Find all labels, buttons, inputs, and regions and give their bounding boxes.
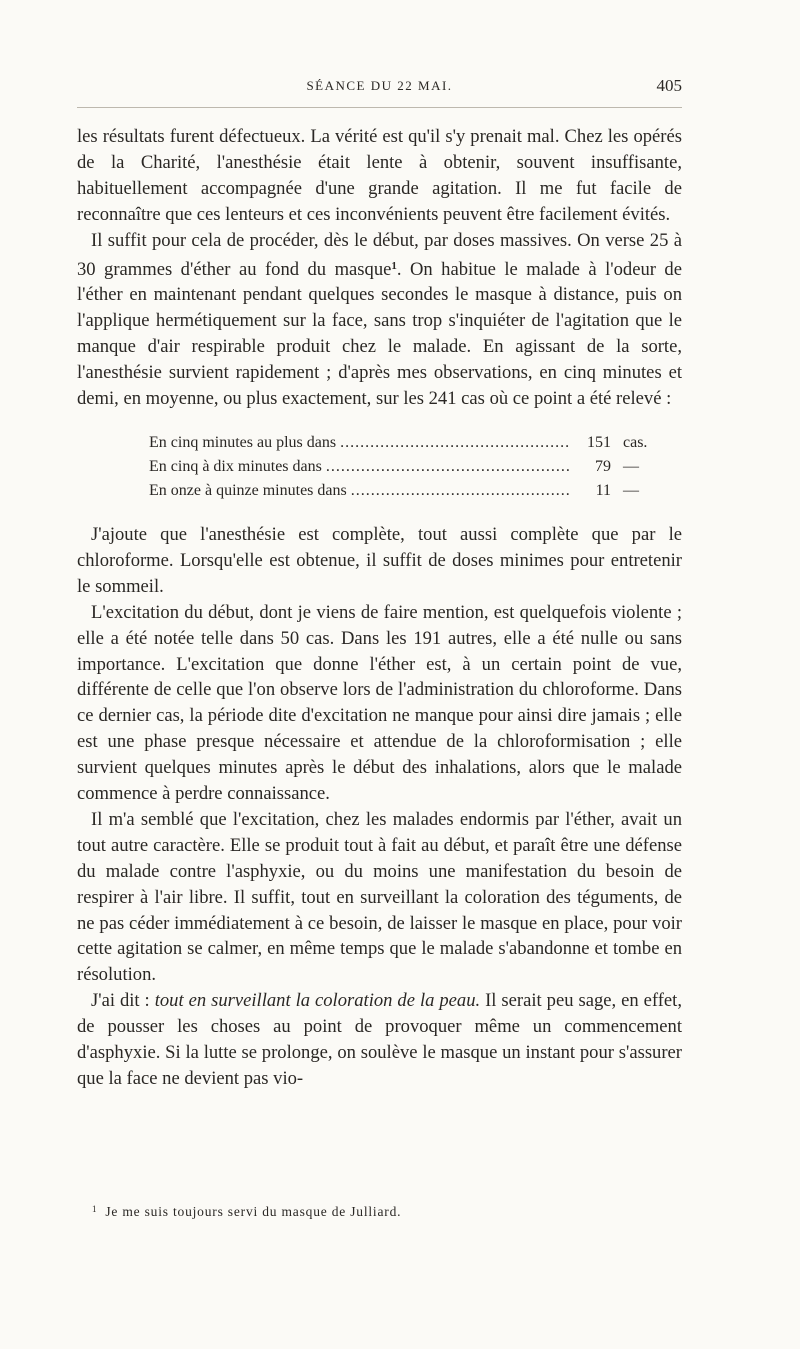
header-title: SÉANCE DU 22 MAI. xyxy=(306,78,453,93)
paragraph-6 xyxy=(77,988,682,1092)
page-body xyxy=(77,124,682,1092)
leader-dots xyxy=(347,479,571,503)
paragraph-6-italic: tout en surveillant la coloration de la peau. xyxy=(154,990,481,1012)
footnote xyxy=(92,1204,692,1220)
paragraph-4: L'excitation du début, dont je viens de faire mention, est quelquefois violente ; elle a été notée telle dans 50 cas. Dans les 191 autres, elle a été nulle ou sans importance. L'excitation que donne l'éther est, à un certain point de vue, différente de celle que l'on observe lors de l'administration du chloroforme. Dans ce dernier cas, la période dite d'excitation ne manque pour ainsi dire jamais ; elle est une phase presque nécessaire et attendue de la chloroformisation ; elle survient quelques minutes après le début des inhalations, alors que le malade commence à perdre connaissance. xyxy=(77,601,682,805)
paragraph-2-end: . On habitue le malade à l'odeur de l'éther en maintenant pendant quelques secondes le masque à distance, puis on l'applique hermétiquement sur la face, sans trop s'inquiéter de l'agitation que le manque d'air respirable produit chez le malade. En agissant de la sorte, l'anesthésie survient rapidement ; d'après mes observations, en cinq minutes et demi, en moyenne, ou plus exactement, sur les 241 cas où ce point a été relevé : xyxy=(77,258,682,410)
stats-label: En onze à quinze minutes dans xyxy=(149,481,347,499)
footnote-text: Je me suis toujours servi du masque de Julliard. xyxy=(105,1204,402,1219)
leader-dots xyxy=(336,431,571,455)
paragraph-5: Il m'a semblé que l'excitation, chez les malades endormis par l'éther, avait un tout autre caractère. Elle se produit tout à fait au début, et paraît être une défense du malade contre l'asphyxie, ou du moins une manifestation du besoin de respirer à l'air libre. Il suffit, tout en surveillant la coloration des téguments, de ne pas céder immédiatement à ce besoin, de laisser le masque en place, pour voir cette agitation se calmer, en même temps que le malade s'abandonne et tombe en résolution. xyxy=(77,808,682,986)
stats-row xyxy=(149,479,681,503)
running-header xyxy=(77,76,682,100)
stats-unit: — xyxy=(623,481,639,499)
stats-unit: — xyxy=(623,457,639,475)
page-number: 405 xyxy=(656,76,682,95)
stats-row xyxy=(149,455,681,479)
footnote-reference: 1 xyxy=(391,259,397,272)
header-rule xyxy=(77,107,682,108)
paragraph-2-start: Il suffit pour cela de procéder, dès le début, par doses massives. On verse 25 à 30 grammes d'éther au fond du masque xyxy=(77,229,682,280)
paragraph-1: les résultats furent défectueux. La vérité est qu'il s'y prenait mal. Chez les opérés de la Charité, l'anesthésie était lente à obtenir, souvent insuffisante, habituellement accompagnée d'une grande agitation. Il me fut facile de reconnaître que ces lenteurs et ces inconvénients peuvent être facilement évités. xyxy=(77,126,682,225)
stats-row xyxy=(149,431,681,455)
stats-label: En cinq minutes au plus dans xyxy=(149,433,337,451)
stats-value: 79 xyxy=(595,457,611,475)
stats-value: 151 xyxy=(587,433,611,451)
paragraph-3: J'ajoute que l'anesthésie est complète, tout aussi complète que par le chloroforme. Lorsqu'elle est obtenue, il suffit de doses minimes pour entretenir le sommeil. xyxy=(77,523,682,597)
paragraph-6-rest: Il serait peu sage, en effet, de pousser les choses au point de provoquer même un commencement d'asphyxie. Si la lutte se prolonge, on soulève le masque un instant pour s'assurer que la face ne devient pas vio- xyxy=(77,990,682,1089)
paragraph-2 xyxy=(77,228,682,412)
stats-value: 11 xyxy=(595,481,611,499)
footnote-mark: 1 xyxy=(92,1204,98,1214)
statistics-table xyxy=(149,431,681,503)
stats-unit: cas. xyxy=(623,433,648,451)
paragraph-6-lead: J'ai dit : xyxy=(91,990,155,1012)
leader-dots xyxy=(322,455,571,479)
stats-label: En cinq à dix minutes dans xyxy=(149,457,322,475)
